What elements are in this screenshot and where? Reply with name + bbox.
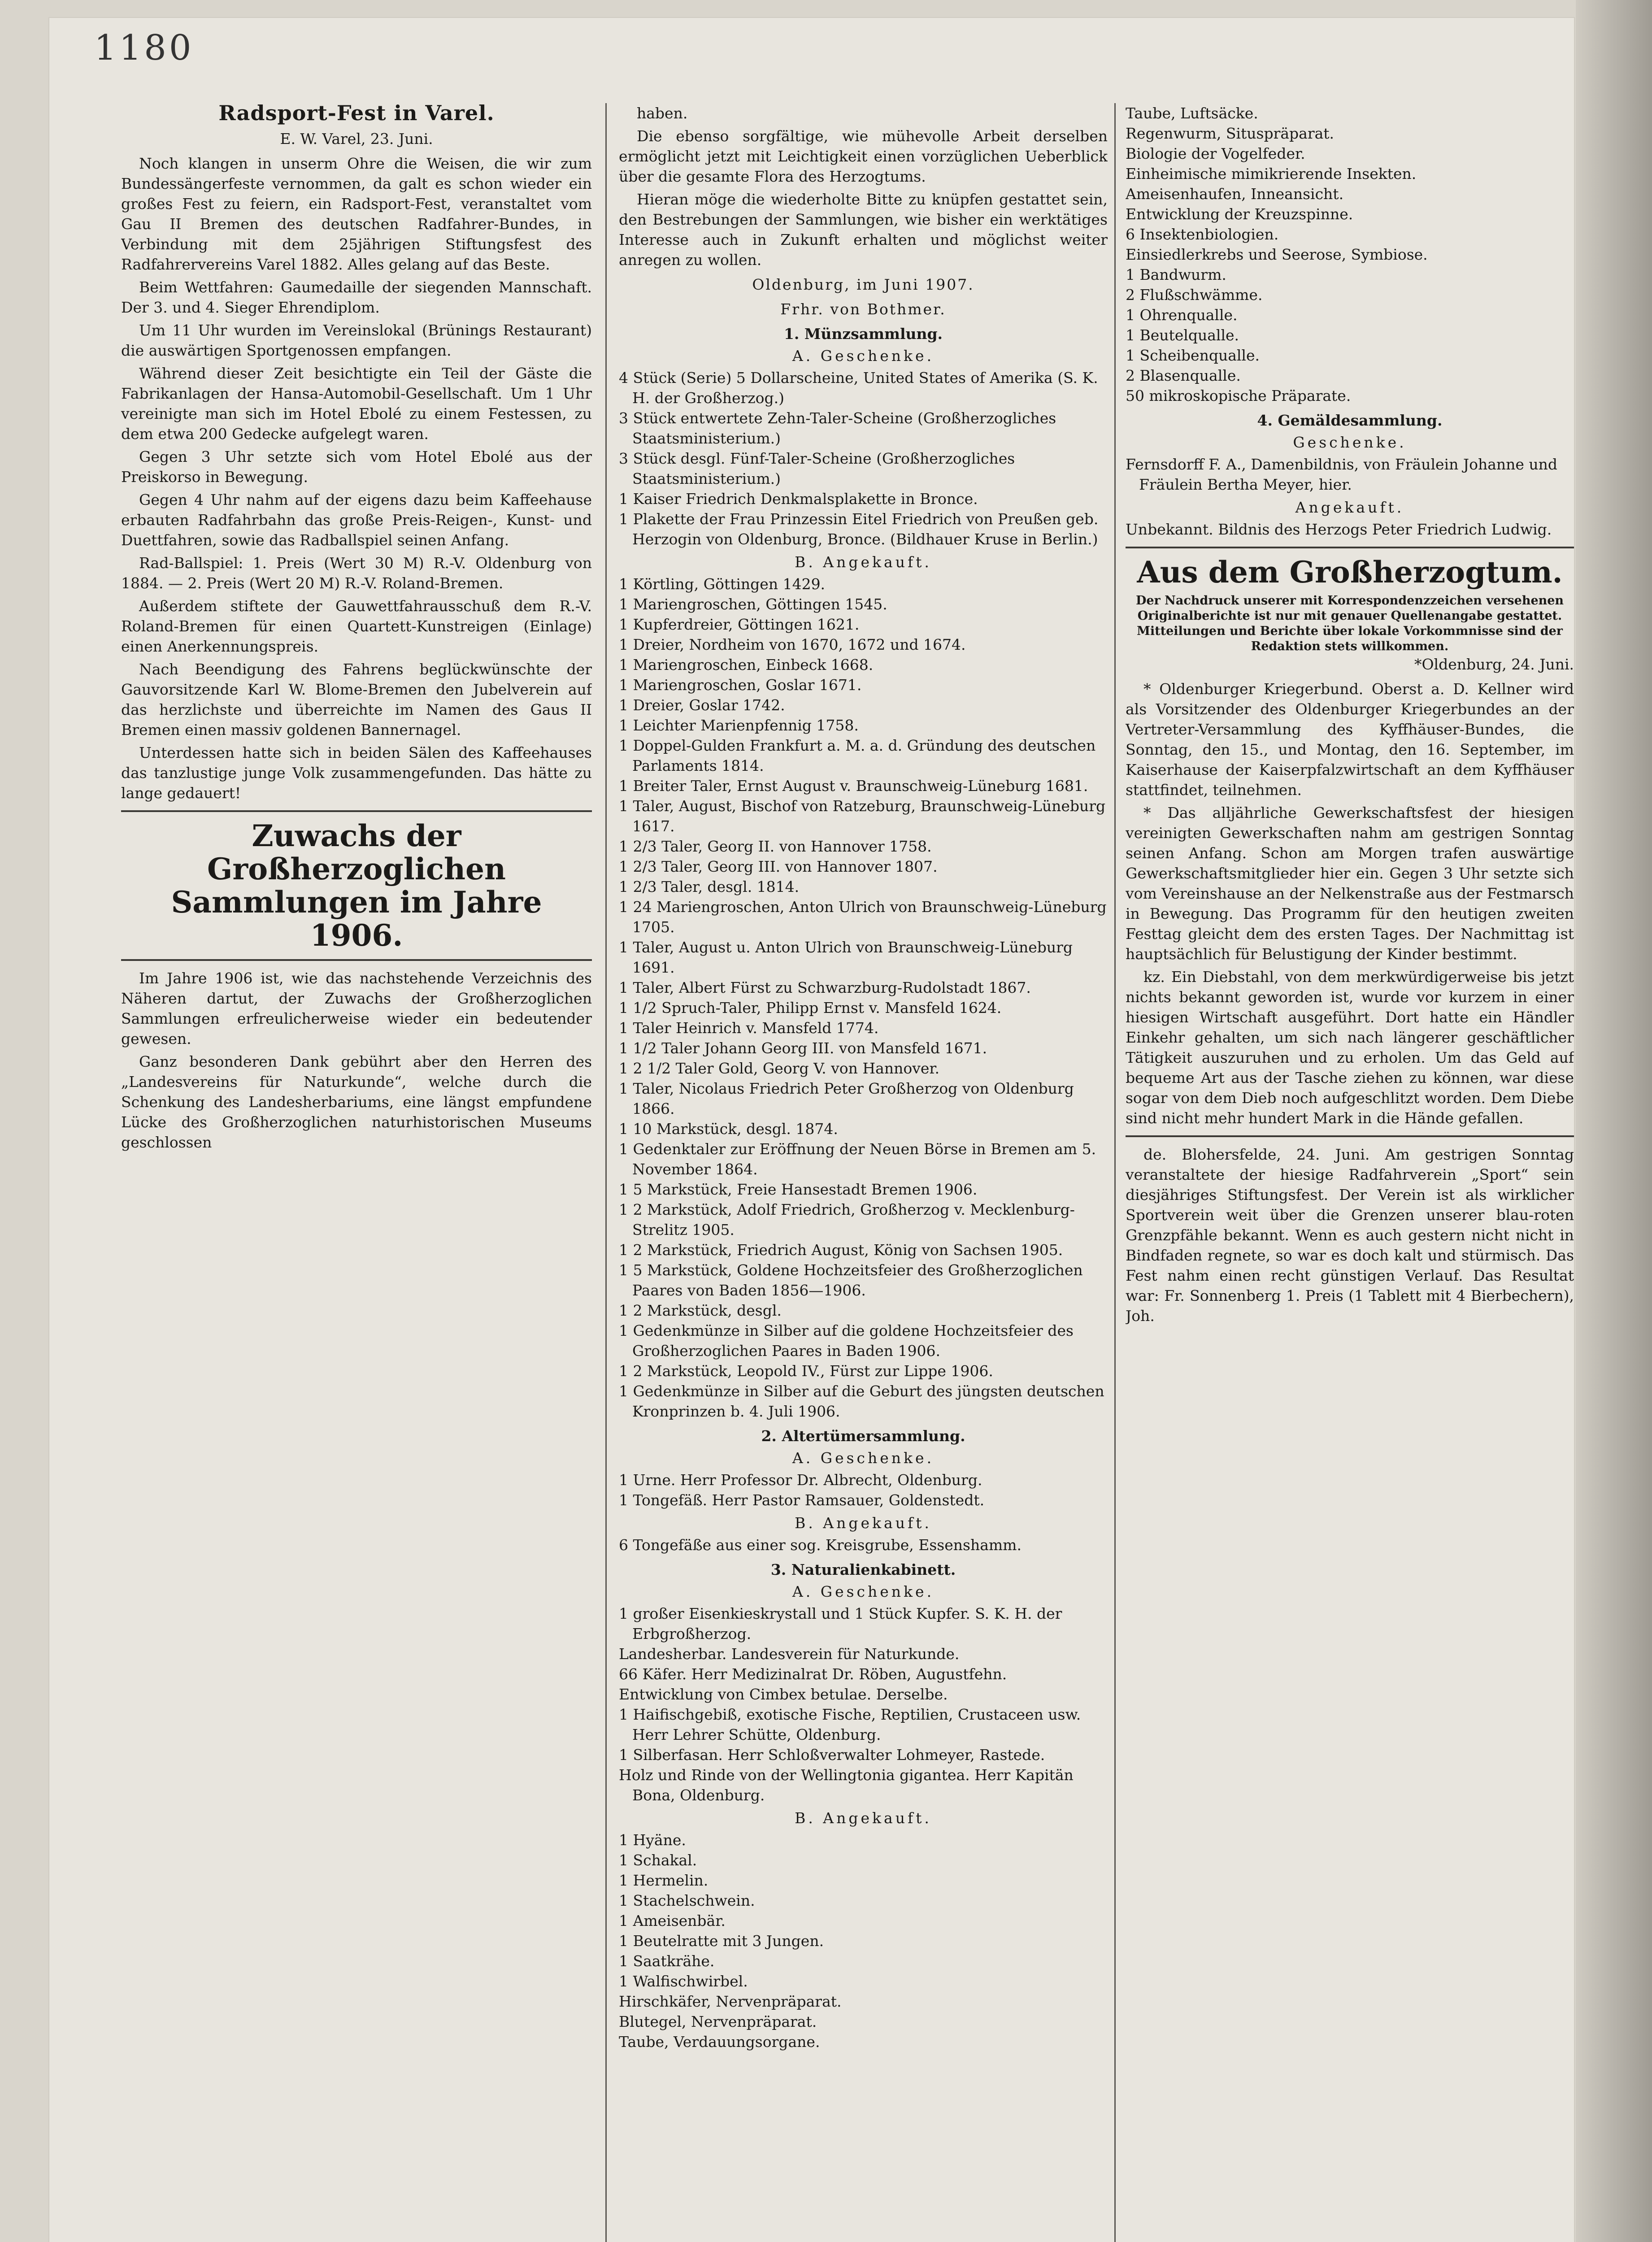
list-item: Taube, Luftsäcke. xyxy=(1126,104,1258,122)
section-heading: 4. Gemäldesammlung. xyxy=(1257,412,1443,429)
list-item: 1 Kaiser Friedrich Denkmalsplakette in Bronce. xyxy=(619,490,978,508)
column-3 xyxy=(1126,103,1574,2242)
list-item: 1 Haifischgebiß, exotische Fische, Reptilien, Crustaceen usw. Herr Lehrer Schütte, Oldenburg. xyxy=(619,1706,1081,1743)
signature: Frhr. von Bothmer. xyxy=(780,300,946,318)
list-item: 1 Kupferdreier, Göttingen 1621. xyxy=(619,616,860,633)
column-rule xyxy=(1114,103,1116,2242)
dateline: E. W. Varel, 23. Juni. xyxy=(280,130,433,148)
list-item: 1 Gedenktaler zur Eröffnung der Neuen Börse in Bremen am 5. November 1864. xyxy=(619,1140,1096,1178)
list-item: 1 Hermelin. xyxy=(619,1872,709,1889)
article-title: Radsport-Fest in Varel. xyxy=(218,103,495,125)
list-item: Entwicklung der Kreuzspinne. xyxy=(1126,205,1353,223)
paragraph: kz. Ein Diebstahl, von dem merkwürdigerweise bis jetzt nichts bekannt geworden ist, wurde vor kurzem in einer hiesigen Wirtschaft ausgeführt. Dort hatte ein Händler Einkehr gehalten, um sich nach längerer geschäftlicher Tätigkeit auszuruhen und zu erholen. Um das Geld auf bequeme Art aus der Tasche ziehen zu können, war diese sogar von dem Dieb noch aufgeschlitzt worden. Dem Diebe sind nicht mehr hundert Mark in die Hände gefallen. xyxy=(1126,968,1574,1127)
list-item: Landesherbar. Landesverein für Naturkunde. xyxy=(619,1645,960,1663)
list-item: 1 5 Markstück, Freie Hansestadt Bremen 1906. xyxy=(619,1181,978,1198)
subsection-heading: Angekauft. xyxy=(1295,499,1404,516)
list xyxy=(619,574,1108,1421)
paragraph: Noch klangen in unserm Ohre die Weisen, die wir zum Bundessängerfeste vernommen, da galt es schon wieder ein großes Fest zu feiern, ein Radsport-Fest, veranstaltet vom Gau II Bremen des deutschen Radfahrer-Bundes, in Verbindung mit dem 25jährigen Stiftungsfest des Radfahrervereins Varel 1882. Alles gelang auf das Beste. xyxy=(121,155,592,273)
list-item: Fernsdorff F. A., Damenbildnis, von Fräulein Johanne und Fräulein Bertha Meyer, hier. xyxy=(1126,456,1558,493)
subsection-heading: B. Angekauft. xyxy=(795,1514,932,1532)
list-item: 1 Bandwurm. xyxy=(1126,266,1226,283)
list xyxy=(1126,454,1574,495)
list-item: 1 2 Markstück, desgl. xyxy=(619,1302,782,1319)
list-item: 1 Beutelratte mit 3 Jungen. xyxy=(619,1932,824,1950)
list-item: 66 Käfer. Herr Medizinalrat Dr. Röben, Augustfehn. xyxy=(619,1665,1007,1683)
list xyxy=(619,1603,1108,1805)
list-item: 1 Walfischwirbel. xyxy=(619,1973,748,1990)
paragraph: Gegen 3 Uhr setzte sich vom Hotel Ebolé aus der Preiskorso in Bewegung. xyxy=(121,448,592,486)
section-title: Aus dem Großherzogtum. xyxy=(1137,555,1563,590)
list-item: 1 Doppel-Gulden Frankfurt a. M. a. d. Gründung des deutschen Parlaments 1814. xyxy=(619,737,1096,774)
section-divider xyxy=(1126,547,1574,548)
subsection-heading: A. Geschenke. xyxy=(792,347,935,365)
list xyxy=(619,1535,1108,1555)
list-item: Regenwurm, Situspräparat. xyxy=(1126,125,1335,142)
list-item: 1 2/3 Taler, Georg II. von Hannover 1758. xyxy=(619,838,932,855)
list-item: 1 2 1/2 Taler Gold, Georg V. von Hannover. xyxy=(619,1060,940,1077)
list-item: 1 Saatkrähe. xyxy=(619,1952,715,1970)
list-item: 4 Stück (Serie) 5 Dollarscheine, United States of Amerika (S. K. H. der Großherzog.) xyxy=(619,369,1098,407)
list-item: 1 10 Markstück, desgl. 1874. xyxy=(619,1120,838,1138)
list-item: 1 Mariengroschen, Einbeck 1668. xyxy=(619,656,874,673)
list-item: Einheimische mimikrierende Insekten. xyxy=(1126,165,1417,182)
column-rule xyxy=(605,103,607,2242)
reprint-notice: Der Nachdruck unserer mit Korrespondenzzeichen versehenen Originalberichte ist nur mit genauer Quellenangabe gestattet. Mitteilungen und Berichte über lokale Vorkommnisse sind der Redaktion stets willkommen. xyxy=(1135,594,1564,653)
paragraph: Gegen 4 Uhr nahm auf der eigens dazu beim Kaffeehause erbauten Radfahrbahn das große Preis-Reigen-, Kunst- und Duettfahren, sowie das Radballspiel seinen Anfang. xyxy=(121,491,592,549)
list-item: Entwicklung von Cimbex betulae. Derselbe. xyxy=(619,1686,948,1703)
list-item: 3 Stück desgl. Fünf-Taler-Scheine (Großherzogliches Staatsministerium.) xyxy=(619,450,1015,487)
list-item: 2 Blasenqualle. xyxy=(1126,367,1241,384)
list-item: Biologie der Vogelfeder. xyxy=(1126,145,1305,162)
column-2 xyxy=(619,103,1108,2242)
list-item: 1 Silberfasan. Herr Schloßverwalter Lohmeyer, Rastede. xyxy=(619,1746,1045,1764)
list-item: 3 Stück entwertete Zehn-Taler-Scheine (Großherzogliches Staatsministerium.) xyxy=(619,409,1056,447)
list-item: 6 Insektenbiologien. xyxy=(1126,226,1279,243)
list-item: 1 Hyäne. xyxy=(619,1831,686,1849)
dateline: *Oldenburg, 24. Juni. xyxy=(1414,656,1574,673)
section-heading: 3. Naturalienkabinett. xyxy=(770,1561,956,1578)
paragraph: de. Blohersfelde, 24. Juni. Am gestrigen Sonntag veranstaltete der hiesige Radfahrverein „Sport“ sein diesjähriges Stiftungsfest. Der Verein ist als wirklicher Sportverein weit über die Grenzen unserer blau-roten Grenzpfähle bekannt. Wenn es auch gestern nicht nicht in Bindfaden regnete, so war es doch kalt und stürmisch. Das Fest nahm einen recht günstigen Verlauf. Das Resultat war: Fr. Sonnenberg 1. Preis (1 Tablett mit 4 Bierbechern), Joh. xyxy=(1126,1146,1574,1325)
list-item: 6 Tongefäße aus einer sog. Kreisgrube, Essenshamm. xyxy=(619,1536,1022,1554)
list-item: 1 Leichter Marienpfennig 1758. xyxy=(619,717,859,734)
list-item: Holz und Rinde von der Wellingtonia gigantea. Herr Kapitän Bona, Oldenburg. xyxy=(619,1766,1074,1804)
list xyxy=(619,1470,1108,1510)
subsection-heading: B. Angekauft. xyxy=(795,1809,932,1827)
list-item: 1 Dreier, Goslar 1742. xyxy=(619,696,785,714)
list-item: 1 2 Markstück, Friedrich August, König von Sachsen 1905. xyxy=(619,1241,1063,1259)
list-item: 1 2/3 Taler, Georg III. von Hannover 1807. xyxy=(619,858,938,875)
list-item: 1 Dreier, Nordheim von 1670, 1672 und 1674. xyxy=(619,636,966,653)
paragraph: Rad-Ballspiel: 1. Preis (Wert 30 M) R.-V. Oldenburg von 1884. — 2. Preis (Wert 20 M) R.-V. Roland-Bremen. xyxy=(121,554,592,592)
list-item: 1 Mariengroschen, Goslar 1671. xyxy=(619,676,862,694)
paragraph: Die ebenso sorgfältige, wie mühevolle Arbeit derselben ermöglicht jetzt mit Leichtigkeit einen vorzüglichen Ueberblick über die gesamte Flora des Herzogtums. xyxy=(619,127,1108,185)
list-item: 1 Tongefäß. Herr Pastor Ramsauer, Goldenstedt. xyxy=(619,1491,985,1509)
paragraph: Im Jahre 1906 ist, wie das nachstehende Verzeichnis des Näheren dartut, der Zuwachs der Großherzoglichen Sammlungen erfreulicherweise wieder ein bedeutender gewesen. xyxy=(121,969,592,1047)
article-title: Zuwachs der Großherzoglichen Sammlungen im Jahre 1906. xyxy=(171,818,542,953)
paragraph: Um 11 Uhr wurden im Vereinslokal (Brünings Restaurant) die auswärtigen Sportgenossen empfangen. xyxy=(121,322,592,359)
list-item: 1 Taler, Albert Fürst zu Schwarzburg-Rudolstadt 1867. xyxy=(619,979,1031,996)
list-item: 1 Breiter Taler, Ernst August v. Braunschweig-Lüneburg 1681. xyxy=(619,777,1088,795)
page-number: 1180 xyxy=(94,28,194,68)
paragraph: Ganz besonderen Dank gebührt aber den Herren des „Landesvereins für Naturkunde“, welche durch die Schenkung des Landesherbariums, eine längst empfundene Lücke des Großherzoglichen naturhistorischen Museums geschlossen xyxy=(121,1053,592,1151)
paragraph: * Oldenburger Kriegerbund. Oberst a. D. Kellner wird als Vorsitzender des Oldenburger Kriegerbundes an der Vertreter-Versammlung des Kyffhäuser-Bundes, die Sonntag, den 15., und Montag, den 16. September, im Kaiserhause der Kaiserpfalzwirtschaft an dem Kyffhäuser stattfindet, teilnehmen. xyxy=(1126,680,1574,799)
list xyxy=(619,368,1108,549)
list-item: 1 2 Markstück, Leopold IV., Fürst zur Lippe 1906. xyxy=(619,1362,993,1380)
section-divider xyxy=(121,959,592,961)
paragraph: Außerdem stiftete der Gauwettfahrausschuß dem R.-V. Roland-Bremen für einen Quartett-Kunstreigen (Einlage) einen Anerkennungspreis. xyxy=(121,597,592,655)
place-date: Oldenburg, im Juni 1907. xyxy=(752,276,974,293)
list-item: Unbekannt. Bildnis des Herzogs Peter Friedrich Ludwig. xyxy=(1126,521,1552,538)
list-item: 1 24 Mariengroschen, Anton Ulrich von Braunschweig-Lüneburg 1705. xyxy=(619,898,1107,936)
list-item: 1 Taler, Nicolaus Friedrich Peter Großherzog von Oldenburg 1866. xyxy=(619,1080,1074,1117)
section-divider xyxy=(1126,1135,1574,1137)
list-item: Taube, Verdauungsorgane. xyxy=(619,2033,820,2051)
subsection-heading: A. Geschenke. xyxy=(792,1449,935,1467)
list-item: 1 Mariengroschen, Göttingen 1545. xyxy=(619,595,887,613)
paragraph: haben. xyxy=(637,104,688,122)
list-item: 2 Flußschwämme. xyxy=(1126,286,1263,304)
list-item: 50 mikroskopische Präparate. xyxy=(1126,387,1351,404)
list-item: 1 Urne. Herr Professor Dr. Albrecht, Oldenburg. xyxy=(619,1471,983,1489)
list-item: Einsiedlerkrebs und Seerose, Symbiose. xyxy=(1126,246,1428,263)
list-item: 1 Taler, August u. Anton Ulrich von Braunschweig-Lüneburg 1691. xyxy=(619,939,1073,976)
list xyxy=(1126,519,1574,539)
section-heading: 2. Altertümersammlung. xyxy=(761,1427,965,1445)
list-item: 1 großer Eisenkieskrystall und 1 Stück Kupfer. S. K. H. der Erbgroßherzog. xyxy=(619,1605,1062,1642)
paragraph: Nach Beendigung des Fahrens beglückwünschte der Gauvorsitzende Karl W. Blome-Bremen den Jubelverein auf das herzlichste und überreichte im Namen des Gaus II Bremen einen massiv goldenen Bannernagel. xyxy=(121,660,592,739)
paragraph: Während dieser Zeit besichtigte ein Teil der Gäste die Fabrikanlagen der Hansa-Automobil-Gesellschaft. Um 1 Uhr vereinigte man sich im Hotel Ebolé zu einem Festessen, zu dem etwa 200 Gedecke aufgelegt waren. xyxy=(121,365,592,443)
list-item: 1 5 Markstück, Goldene Hochzeitsfeier des Großherzoglichen Paares von Baden 1856—1906. xyxy=(619,1261,1083,1299)
list-item: 1 2/3 Taler, desgl. 1814. xyxy=(619,878,800,895)
list-item: 1 Taler, August, Bischof von Ratzeburg, Braunschweig-Lüneburg 1617. xyxy=(619,797,1106,835)
section-divider xyxy=(121,810,592,812)
list-item: 1 2 Markstück, Adolf Friedrich, Großherzog v. Mecklenburg-Strelitz 1905. xyxy=(619,1201,1075,1238)
list-item: 1 Gedenkmünze in Silber auf die Geburt des jüngsten deutschen Kronprinzen b. 4. Juli 1906. xyxy=(619,1382,1104,1420)
list xyxy=(1126,103,1574,406)
subsection-heading: Geschenke. xyxy=(1293,434,1407,451)
paragraph: * Das alljährliche Gewerkschaftsfest der hiesigen vereinigten Gewerkschaften nahm am gestrigen Sonntag seinen Anfang. Schon am Morgen trafen auswärtige Gewerkschaftsmitglieder hier ein. Gegen 3 Uhr setzte sich vom Vereinshause an der Nelkenstraße aus der Festmarsch in Bewegung. Das Programm für den heutigen zweiten Festtag gleicht dem des ersten Tages. Der Nachmittag ist hauptsächlich für Belustigung der Kinder bestimmt. xyxy=(1126,804,1574,963)
list-item: 1 Ameisenbär. xyxy=(619,1912,726,1929)
paragraph: Hieran möge die wiederholte Bitte zu knüpfen gestattet sein, den Bestrebungen der Sammlungen, wie bisher ein werktätiges Interesse auch in Zukunft erhalten und möglichst weiter anregen zu wollen. xyxy=(619,191,1108,269)
page-edge-shadow xyxy=(1576,0,1652,2242)
list-item: 1 Schakal. xyxy=(619,1851,697,1869)
paragraph: Unterdessen hatte sich in beiden Sälen des Kaffeehauses das tanzlustige junge Volk zusammengefunden. Das hätte zu lange gedauert! xyxy=(121,744,592,802)
list xyxy=(619,1830,1108,2052)
list-item: Blutegel, Nervenpräparat. xyxy=(619,2013,817,2030)
subsection-heading: A. Geschenke. xyxy=(792,1583,935,1600)
subsection-heading: B. Angekauft. xyxy=(795,553,932,571)
list-item: 1 Körtling, Göttingen 1429. xyxy=(619,575,826,593)
section-heading: 1. Münzsammlung. xyxy=(783,325,943,343)
list-item: Hirschkäfer, Nervenpräparat. xyxy=(619,1993,842,2010)
list-item: 1 Gedenkmünze in Silber auf die goldene Hochzeitsfeier des Großherzoglichen Paares in Baden 1906. xyxy=(619,1322,1074,1360)
list-item: 1 Taler Heinrich v. Mansfeld 1774. xyxy=(619,1019,879,1037)
list-item: 1 Stachelschwein. xyxy=(619,1892,755,1909)
list-item: 1 1/2 Taler Johann Georg III. von Mansfeld 1671. xyxy=(619,1039,987,1057)
column-1 xyxy=(121,103,592,2242)
paragraph: Beim Wettfahren: Gaumedaille der siegenden Mannschaft. Der 3. und 4. Sieger Ehrendiplom. xyxy=(121,278,592,316)
list-item: Ameisenhaufen, Inneansicht. xyxy=(1126,185,1344,203)
list-item: 1 Ohrenqualle. xyxy=(1126,306,1238,324)
list-item: 1 Scheibenqualle. xyxy=(1126,347,1260,364)
list-item: 1 1/2 Spruch-Taler, Philipp Ernst v. Mansfeld 1624. xyxy=(619,999,1002,1017)
list-item: 1 Plakette der Frau Prinzessin Eitel Friedrich von Preußen geb. Herzogin von Oldenburg, Bronce. (Bildhauer Kruse in Berlin.) xyxy=(619,510,1099,548)
list-item: 1 Beutelqualle. xyxy=(1126,326,1239,344)
